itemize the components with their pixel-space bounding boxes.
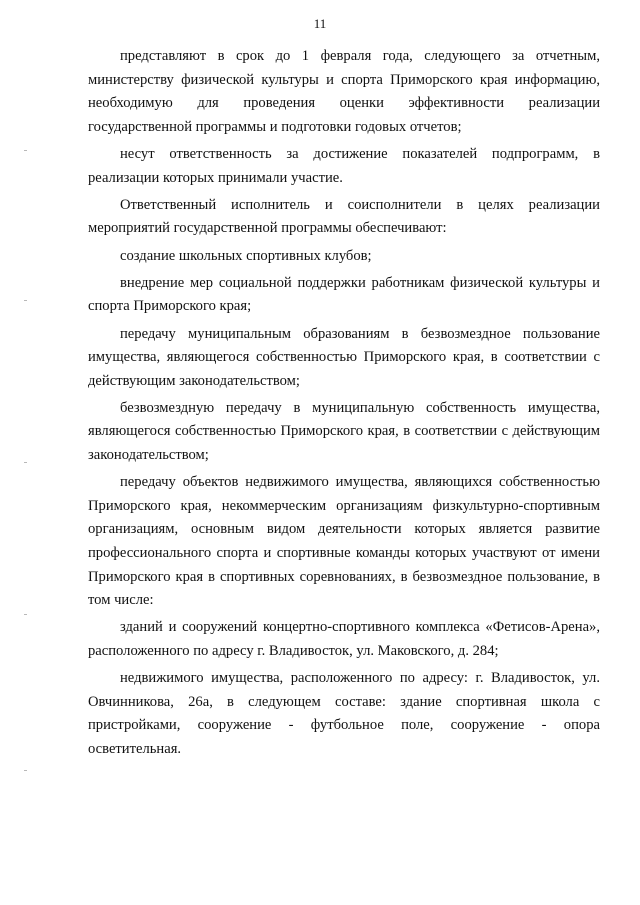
paragraph: представляют в срок до 1 февраля года, следующего за отчетным, министерству физической культуры и спорта Приморского края информацию, необходимую для проведения оценки эффективности реализации государственной программы и подготовки годовых отчетов; — [88, 48, 600, 135]
paragraph: недвижимого имущества, расположенного по адресу: г. Владивосток, ул. Овчинникова, 26а, в следующем составе: здание спортивная школа с пристройками, сооружение - футбольное поле, сооружение - опора осветительная. — [88, 670, 600, 757]
document-body — [88, 45, 600, 765]
scan-margin-mark — [24, 462, 27, 463]
paragraph: внедрение мер социальной поддержки работникам физической культуры и спорта Приморского края; — [88, 274, 600, 315]
paragraph: передачу объектов недвижимого имущества, являющихся собственностью Приморского края, некоммерческим организациям физкультурно-спортивным организациям, основным видом деятельности которых является развитие профессионального спорта и спортивные команды которых участвуют от имени Приморского края в спортивных соревнованиях, в безвозмездное пользование, в том числе: — [88, 474, 600, 609]
paragraph: безвозмездную передачу в муниципальную собственность имущества, являющегося собственностью Приморского края, в соответствии с действующим законодательством; — [88, 399, 600, 464]
page-number: 11 — [313, 16, 327, 31]
paragraph: зданий и сооружений концертно-спортивного комплекса «Фетисов-Арена», расположенного по адресу г. Владивосток, ул. Маковского, д. 284; — [88, 619, 600, 659]
scan-margin-mark — [24, 770, 27, 771]
paragraph: создание школьных спортивных клубов; — [120, 247, 372, 264]
scan-margin-mark — [24, 614, 27, 615]
paragraph: передачу муниципальным образованиям в безвозмездное пользование имущества, являющегося собственностью Приморского края, в соответствии с действующим законодательством; — [88, 325, 600, 389]
scan-margin-mark — [24, 300, 27, 301]
paragraph: Ответственный исполнитель и соисполнители в целях реализации мероприятий государственной программы обеспечивают: — [88, 196, 600, 237]
scan-margin-mark — [24, 150, 27, 151]
paragraph: несут ответственность за достижение показателей подпрограмм, в реализации которых принимали участие. — [88, 145, 600, 186]
